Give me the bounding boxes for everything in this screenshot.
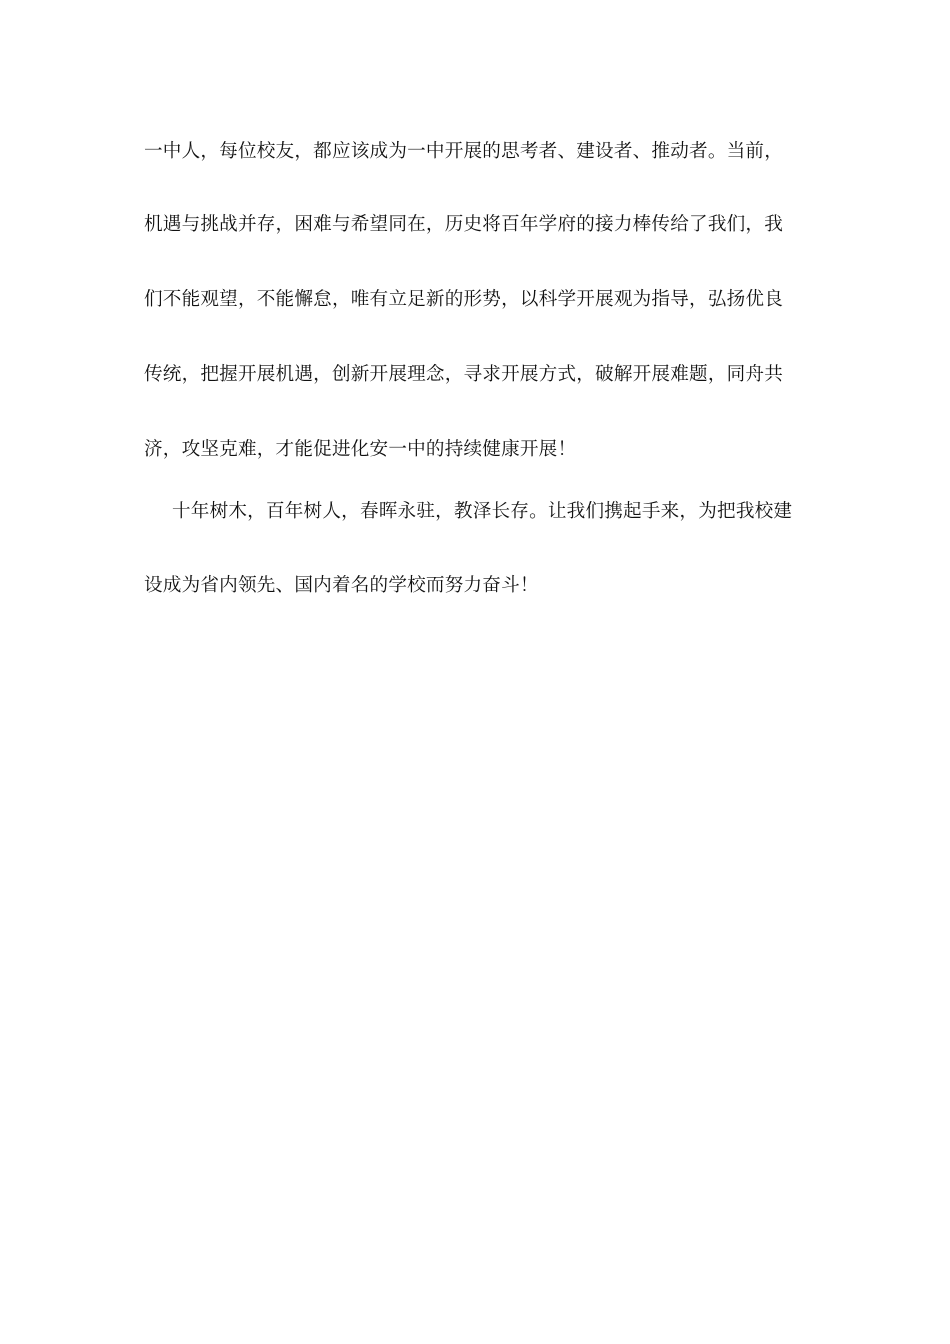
text-line: 设成为省内领先、国内着名的学校而努力奋斗！ xyxy=(144,575,539,596)
text-line: 济，攻坚克难，才能促进化安一中的持续健康开展！ xyxy=(144,439,577,460)
text-line: 一中人，每位校友，都应该成为一中开展的思考者、建设者、推动者。当前， xyxy=(144,141,783,162)
text-line: 十年树木，百年树人，春晖永驻，教泽长存。让我们携起手来，为把我校建 xyxy=(172,501,793,522)
text-line: 传统，把握开展机遇，创新开展理念，寻求开展方式，破解开展难题，同舟共 xyxy=(144,364,783,385)
text-line: 们不能观望，不能懈怠，唯有立足新的形势，以科学开展观为指导，弘扬优良 xyxy=(144,289,783,310)
text-line: 机遇与挑战并存，困难与希望同在，历史将百年学府的接力棒传给了我们，我 xyxy=(144,214,783,235)
